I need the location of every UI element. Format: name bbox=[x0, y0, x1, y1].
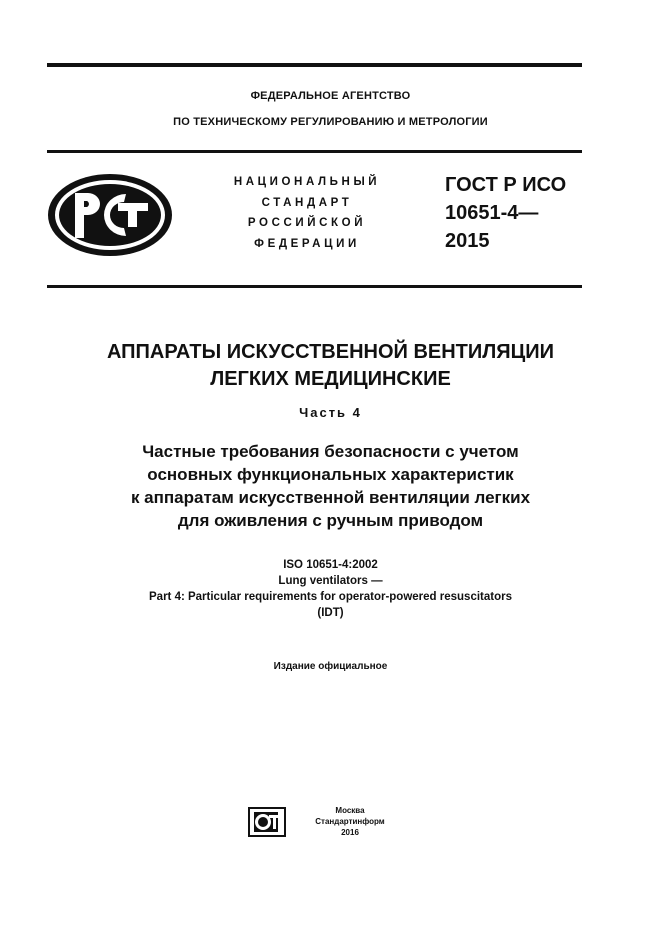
title-line-1: АППАРАТЫ ИСКУССТВЕННОЙ ВЕНТИЛЯЦИИ bbox=[106, 341, 555, 363]
agency-line-2: ПО ТЕХНИЧЕСКОМУ РЕГУЛИРОВАНИЮ И МЕТРОЛОГИИ bbox=[173, 116, 488, 128]
official-edition-label: Издание официальное bbox=[273, 661, 388, 672]
iso-reference-line: Part 4: Particular requirements for operator-powered resuscitators bbox=[149, 591, 512, 603]
subtitle-line: к аппаратам искусственной вентиляции легких bbox=[130, 488, 531, 507]
document-subtitle bbox=[0, 440, 661, 532]
rst-gost-emblem-icon bbox=[46, 172, 174, 258]
iso-reference-line: ISO 10651-4:2002 bbox=[283, 559, 378, 571]
national-standard-block bbox=[212, 172, 402, 254]
national-standard-line: ФЕДЕРАЦИИ bbox=[254, 237, 360, 250]
header-rule bbox=[47, 150, 582, 153]
publisher-name: Стандартинформ bbox=[315, 817, 385, 826]
publisher-city: Москва bbox=[335, 806, 365, 815]
national-standard-line: РОССИЙСКОЙ bbox=[247, 217, 367, 229]
standard-designation bbox=[445, 171, 566, 255]
subtitle-line: Частные требования безопасности с учетом bbox=[142, 442, 519, 461]
designation-line-3: 2015 bbox=[445, 230, 490, 252]
standartinform-logo-icon bbox=[248, 807, 286, 837]
designation-line-2: 10651-4— bbox=[445, 202, 539, 224]
title-rule bbox=[47, 285, 582, 288]
document-title bbox=[0, 339, 661, 393]
national-standard-line: НАЦИОНАЛЬНЫЙ bbox=[233, 176, 381, 188]
iso-reference-line: Lung ventilators — bbox=[278, 575, 383, 587]
subtitle-line: для оживления с ручным приводом bbox=[177, 511, 484, 530]
subtitle-line: основных функциональных характеристик bbox=[147, 465, 514, 484]
publisher-imprint bbox=[310, 805, 390, 838]
publisher-year: 2016 bbox=[341, 828, 359, 837]
agency-line-1: ФЕДЕРАЛЬНОЕ АГЕНТСТВО bbox=[250, 90, 411, 102]
top-rule bbox=[47, 63, 582, 67]
title-line-2: ЛЕГКИХ МЕДИЦИНСКИЕ bbox=[210, 368, 451, 390]
iso-reference bbox=[0, 557, 661, 621]
national-standard-line: СТАНДАРТ bbox=[261, 196, 353, 209]
designation-line-1: ГОСТ Р ИСО bbox=[445, 174, 567, 196]
iso-reference-line: (IDT) bbox=[317, 607, 344, 619]
part-number: Часть 4 bbox=[299, 405, 362, 420]
